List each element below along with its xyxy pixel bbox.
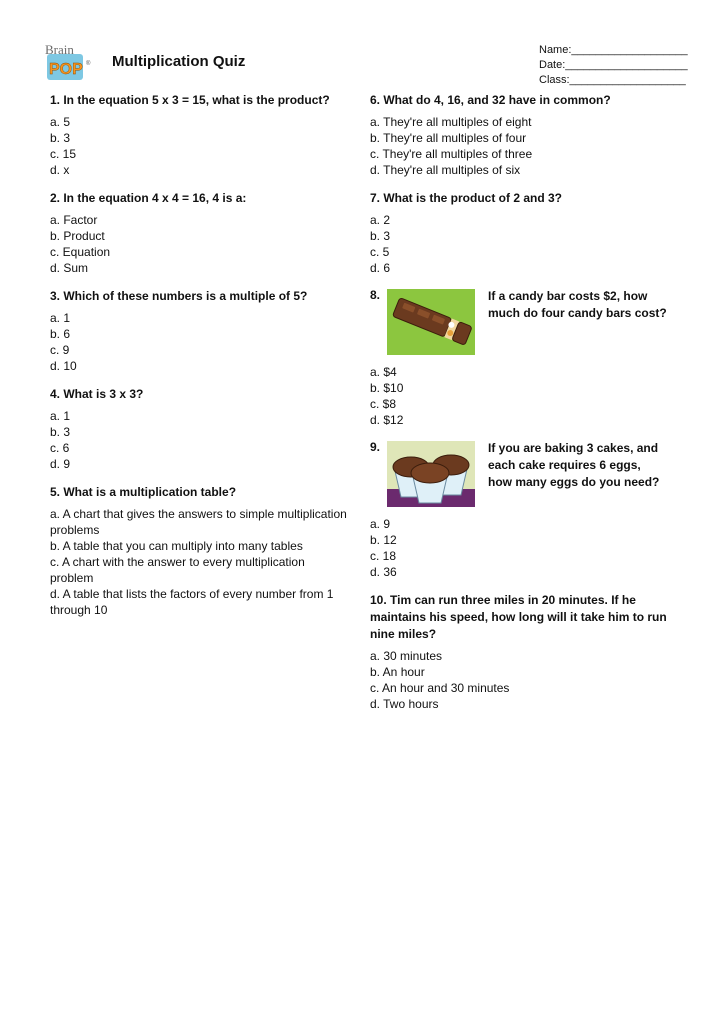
option-a[interactable]: a. 9 — [370, 517, 391, 531]
logo-mark: ® — [86, 61, 91, 67]
option-c[interactable]: c. 15 — [50, 147, 77, 161]
option-b[interactable]: b. A table that you can multiply into many tables — [50, 539, 303, 553]
name-field[interactable]: Name:___________________ — [539, 44, 688, 56]
answer-options — [50, 310, 350, 374]
logo-line1: Brain — [45, 42, 74, 57]
question-with-image — [370, 440, 670, 512]
question-with-image — [370, 288, 670, 360]
answer-options — [50, 212, 350, 276]
answer-options — [50, 408, 350, 472]
answer-options — [370, 648, 670, 712]
question-2 — [50, 190, 350, 276]
option-c[interactable]: c. They're all multiples of three — [370, 147, 533, 161]
option-a[interactable]: a. 1 — [50, 311, 71, 325]
option-c[interactable]: c. $8 — [370, 397, 397, 411]
logo-line2: POP — [49, 61, 83, 78]
question-8 — [370, 288, 670, 428]
question-7 — [370, 190, 670, 276]
question-4 — [50, 386, 350, 472]
question-5 — [50, 484, 350, 618]
option-a[interactable]: a. 5 — [50, 115, 71, 129]
right-column — [370, 92, 670, 724]
option-b[interactable]: b. An hour — [370, 665, 425, 679]
option-d[interactable]: d. $12 — [370, 413, 404, 427]
option-b[interactable]: b. 12 — [370, 533, 397, 547]
option-c[interactable]: c. 9 — [50, 343, 70, 357]
option-d[interactable]: d. A table that lists the factors of every number from 1 through 10 — [50, 587, 334, 617]
question-text: 7. What is the product of 2 and 3? — [370, 191, 563, 205]
student-fields — [539, 43, 688, 88]
option-a[interactable]: a. 2 — [370, 213, 391, 227]
option-a[interactable]: a. Factor — [50, 213, 98, 227]
question-text: 3. Which of these numbers is a multiple of 5? — [50, 289, 308, 303]
left-column — [50, 92, 350, 630]
answer-options — [50, 506, 350, 618]
option-d[interactable]: d. Two hours — [370, 697, 439, 711]
question-10 — [370, 592, 670, 712]
question-text: 4. What is 3 x 3? — [50, 387, 144, 401]
question-number: 9. — [370, 440, 381, 454]
option-d[interactable]: d. They're all multiples of six — [370, 163, 521, 177]
option-c[interactable]: c. 6 — [50, 441, 70, 455]
question-text: 1. In the equation 5 x 3 = 15, what is the product? — [50, 93, 330, 107]
option-a[interactable]: a. $4 — [370, 365, 397, 379]
option-d[interactable]: d. 6 — [370, 261, 391, 275]
question-number: 8. — [370, 288, 381, 302]
option-b[interactable]: b. They're all multiples of four — [370, 131, 527, 145]
option-a[interactable]: a. 30 minutes — [370, 649, 443, 663]
option-b[interactable]: b. $10 — [370, 381, 404, 395]
option-b[interactable]: b. 6 — [50, 327, 71, 341]
answer-options — [370, 212, 670, 276]
question-text: 5. What is a multiplication table? — [50, 485, 237, 499]
option-d[interactable]: d. 36 — [370, 565, 397, 579]
answer-options — [370, 114, 670, 178]
option-d[interactable]: d. x — [50, 163, 70, 177]
option-d[interactable]: d. Sum — [50, 261, 89, 275]
option-a[interactable]: a. 1 — [50, 409, 71, 423]
question-9 — [370, 440, 670, 580]
option-c[interactable]: c. 5 — [370, 245, 390, 259]
option-b[interactable]: b. Product — [50, 229, 105, 243]
option-d[interactable]: d. 10 — [50, 359, 77, 373]
option-b[interactable]: b. 3 — [50, 131, 71, 145]
question-text: 10. Tim can run three miles in 20 minutes. If he maintains his speed, how long will it take him to run nine miles? — [370, 593, 667, 641]
answer-options — [370, 364, 670, 428]
page-title: Multiplication Quiz — [112, 53, 246, 70]
class-field[interactable]: Class:___________________ — [539, 74, 686, 86]
question-text: 6. What do 4, 16, and 32 have in common? — [370, 93, 611, 107]
option-c[interactable]: c. 18 — [370, 549, 397, 563]
candy-bar-image — [387, 289, 475, 355]
question-6 — [370, 92, 670, 178]
answer-options — [370, 516, 670, 580]
question-3 — [50, 288, 350, 374]
cupcakes-image — [387, 441, 475, 507]
option-b[interactable]: b. 3 — [370, 229, 391, 243]
question-text: If you are baking 3 cakes, and each cake requires 6 eggs, how many eggs do you need? — [488, 441, 660, 489]
option-a[interactable]: a. A chart that gives the answers to simple multiplication problems — [50, 507, 347, 537]
question-text: If a candy bar costs $2, how much do four candy bars cost? — [488, 289, 667, 320]
question-1 — [50, 92, 350, 178]
option-c[interactable]: c. Equation — [50, 245, 111, 259]
option-c[interactable]: c. A chart with the answer to every multiplication problem — [50, 555, 305, 585]
option-b[interactable]: b. 3 — [50, 425, 71, 439]
option-c[interactable]: c. An hour and 30 minutes — [370, 681, 510, 695]
option-d[interactable]: d. 9 — [50, 457, 71, 471]
option-a[interactable]: a. They're all multiples of eight — [370, 115, 532, 129]
date-field[interactable]: Date:____________________ — [539, 59, 688, 71]
answer-options — [50, 114, 350, 178]
question-text: 2. In the equation 4 x 4 = 16, 4 is a: — [50, 191, 247, 205]
brainpop-logo — [44, 40, 94, 82]
